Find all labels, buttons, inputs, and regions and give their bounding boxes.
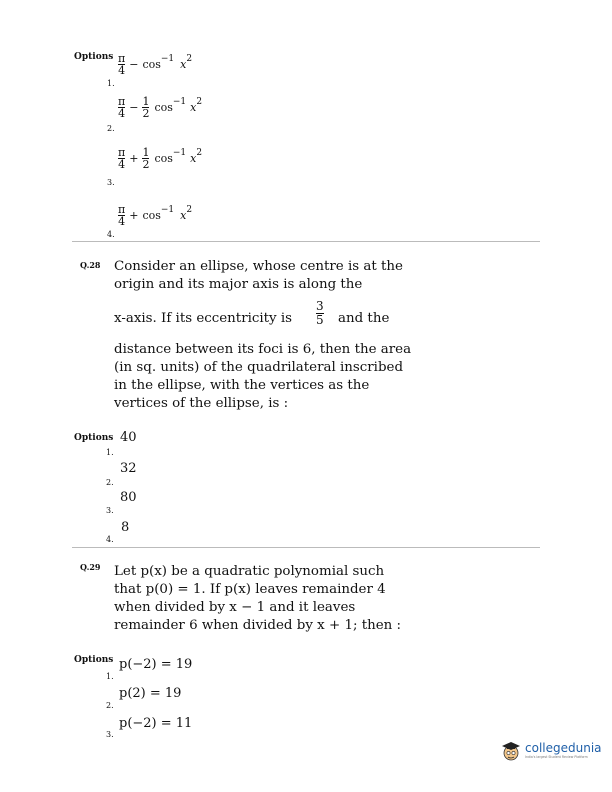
- q27-option-3-number: 3.: [107, 178, 115, 187]
- q28-line-3b: and the: [338, 311, 390, 326]
- q27-option-2-expression: $\frac{\pi}{4}$ − $\frac{1}{2}$ cos −1 x 2: [118, 95, 203, 120]
- pi-over-4-fraction: $\frac{\pi}{4}$: [118, 95, 126, 120]
- graduate-mascot-icon: [500, 740, 522, 762]
- logo-tagline: India's largest Student Review Platform: [525, 755, 588, 759]
- q28-options-label: Options: [74, 433, 114, 443]
- q29-line-3: when divided by x − 1 and it leaves: [114, 600, 356, 615]
- divider: [72, 241, 540, 242]
- q28-line-4: distance between its foci is 6, then the area: [114, 342, 412, 357]
- q28-option-1-number: 1.: [106, 448, 114, 457]
- logo-wordmark: collegedunia: [525, 741, 602, 755]
- q28-option-4-value: 8: [121, 520, 130, 535]
- pi-over-4-fraction: $\frac{\pi}{4}$: [118, 203, 126, 228]
- q27-option-1-number: 1.: [107, 79, 115, 88]
- q27-option-4-expression: $\frac{\pi}{4}$ + cos −1 x 2: [118, 203, 193, 228]
- q28-line-3a: x-axis. If its eccentricity is: [114, 311, 293, 326]
- q29-number: Q.29: [80, 562, 101, 572]
- q28-option-3-number: 3.: [106, 506, 114, 515]
- q27-option-4-number: 4.: [107, 230, 115, 239]
- one-half-fraction: $\frac{1}{2}$: [142, 146, 150, 171]
- q28-option-1-value: 40: [120, 430, 137, 445]
- q29-option-2-value: p(2) = 19: [119, 686, 182, 701]
- q29-option-1-value: p(−2) = 19: [119, 657, 193, 672]
- q27-option-3-expression: $\frac{\pi}{4}$ + $\frac{1}{2}$ cos −1 x 2: [118, 146, 203, 171]
- one-half-fraction: $\frac{1}{2}$: [142, 95, 150, 120]
- divider: [72, 547, 540, 548]
- q27-option-1-expression: $\frac{\pi}{4}$ − cos −1 x 2: [118, 52, 193, 77]
- q29-line-1: Let p(x) be a quadratic polynomial such: [114, 564, 385, 579]
- q27-option-2-number: 2.: [107, 124, 115, 133]
- q29-option-3-value: p(−2) = 11: [119, 716, 193, 731]
- q28-option-3-value: 80: [120, 490, 137, 505]
- q28-line-7: vertices of the ellipse, is :: [114, 396, 289, 411]
- q28-option-4-number: 4.: [106, 535, 114, 544]
- q29-option-3-number: 3.: [106, 730, 114, 739]
- q27-options-label: Options: [74, 52, 114, 62]
- q28-option-2-value: 32: [120, 461, 137, 476]
- collegedunia-logo: [500, 740, 602, 762]
- pi-over-4-fraction: $\frac{\pi}{4}$: [118, 146, 126, 171]
- q28-option-2-number: 2.: [106, 478, 114, 487]
- q29-option-2-number: 2.: [106, 701, 114, 710]
- q28-number: Q.28: [80, 260, 101, 270]
- pi-over-4-fraction: $\frac{\pi}{4}$: [118, 52, 126, 77]
- q29-options-label: Options: [74, 655, 114, 665]
- q28-line-2: origin and its major axis is along the: [114, 277, 363, 292]
- q29-line-4: remainder 6 when divided by x + 1; then :: [114, 618, 402, 633]
- q29-option-1-number: 1.: [106, 672, 114, 681]
- q29-line-2: that p(0) = 1. If p(x) leaves remainder 4: [114, 582, 386, 597]
- q28-line-5: (in sq. units) of the quadrilateral inscribed: [114, 360, 404, 375]
- q28-line-1: Consider an ellipse, whose centre is at the: [114, 259, 403, 274]
- q28-line-6: in the ellipse, with the vertices as the: [114, 378, 370, 393]
- three-fifths-fraction: 3 5: [316, 299, 324, 327]
